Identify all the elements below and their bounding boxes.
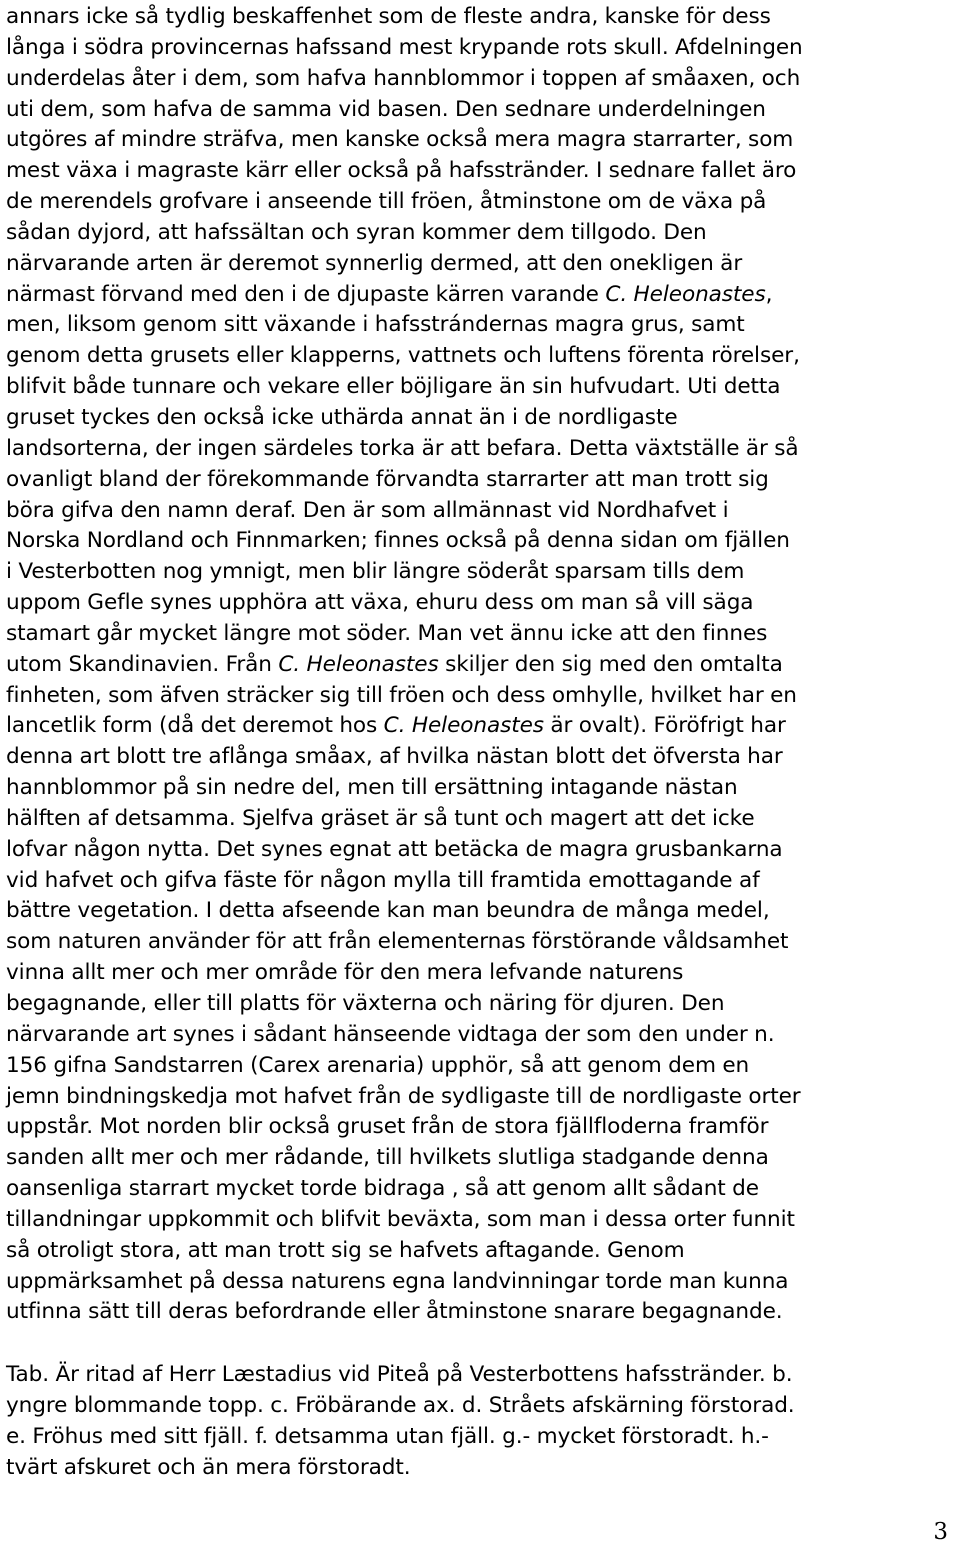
body-text-line: utom Skandinavien. Från C. Heleonastes skiljer den sig med den omtalta (6, 651, 783, 677)
body-text-line: vinna allt mer och mer område för den mera lefvande naturens (6, 960, 684, 986)
body-text-line: jemn bindningskedja mot hafvet från de sydligaste till de nordligaste orter (6, 1083, 801, 1109)
body-text-line: 156 gifna Sandstarren (Carex arenaria) upphör, så att genom dem en (6, 1052, 750, 1078)
document-page (6, 0, 954, 1547)
body-text-line: gruset tyckes den också icke uthärda annat än i de nordligaste (6, 404, 678, 430)
body-text-line: sanden allt mer och mer rådande, till hvilkets slutliga stadgande denna (6, 1145, 769, 1171)
body-text-line: långa i södra provincernas hafssand mest krypande rots skull. Afdelningen (6, 34, 803, 60)
body-text-line: annars icke så tydlig beskaffenhet som de fleste andra, kanske för dess (6, 4, 771, 29)
body-text-line: men, liksom genom sitt växande i hafsstrándernas magra grus, samt (6, 312, 745, 338)
figure-caption (6, 1360, 954, 1483)
body-text-line: bättre vegetation. I detta afseende kan man beundra de många medel, (6, 898, 770, 924)
body-text-line: de merendels grofvare i anseende till fröen, åtminstone om de växa på (6, 189, 767, 215)
body-text-line: denna art blott tre aflånga småax, af hvilka nästan blott det öfversta har (6, 744, 783, 770)
body-text-line: blifvit både tunnare och vekare eller böjligare än sin hufvudart. Uti detta (6, 374, 781, 400)
body-text-line: lancetlik form (då det deremot hos C. Heleonastes är ovalt). Föröfrigt har (6, 713, 786, 739)
body-text-line: mest växa i magraste kärr eller också på hafsstränder. I sednare fallet äro (6, 158, 797, 184)
body-text-line: stamart går mycket längre mot söder. Man vet ännu icke att den finnes (6, 620, 768, 646)
body-text-line: hannblommor på sin nedre del, men till ersättning intagande nästan (6, 775, 738, 801)
body-text-line: vid hafvet och gifva fäste för någon mylla till framtida emottagande af (6, 867, 760, 893)
body-text-line: närvarande art synes i sådant hänseende vidtaga der som den under n. (6, 1021, 775, 1047)
body-text-line: landsorterna, der ingen särdeles torka är att befara. Detta växtställe är så (6, 435, 799, 461)
body-text-line: hälften af detsamma. Sjelfva gräset är så tunt och magert att det icke (6, 805, 755, 831)
body-text-line: uti dem, som hafva de samma vid basen. Den sednare underdelningen (6, 96, 766, 122)
body-text-line: närmast förvand med den i de djupaste kärren varande C. Heleonastes, (6, 281, 773, 307)
body-text-line: genom detta grusets eller klapperns, vattnets och luftens förenta rörelser, (6, 343, 800, 369)
body-text-line: tillandningar uppkommit och blifvit beväxta, som man i dessa orter funnit (6, 1206, 795, 1232)
body-text-line: utgöres af mindre sträfva, men kanske också mera magra starrarter, som (6, 127, 794, 153)
body-text-line: närvarande arten är deremot synnerlig dermed, att den onekligen är (6, 250, 743, 276)
body-text-line: lofvar någon nytta. Det synes egnat att betäcka de magra grusbankarna (6, 836, 783, 862)
body-text-line: så otroligt stora, att man trott sig se hafvets aftagande. Genom (6, 1237, 685, 1263)
body-text-line: böra gifva den namn deraf. Den är som allmännast vid Nordhafvet i (6, 497, 729, 523)
body-text-line: utfinna sätt till deras befordrande eller åtminstone snarare begagnande. (6, 1299, 783, 1325)
page-number: 3 (933, 1519, 948, 1545)
body-paragraph (6, 0, 954, 1328)
body-text-line: uppmärksamhet på dessa naturens egna landvinningar torde man kunna (6, 1268, 789, 1294)
body-text-line: finheten, som äfven sträcker sig till fröen och dess omhylle, hvilket har en (6, 682, 797, 708)
caption-line: e. Fröhus med sitt fjäll. f. detsamma utan fjäll. g.- mycket förstoradt. h.- (6, 1423, 769, 1449)
body-text-line: begagnande, eller till platts för växterna och näring för djuren. Den (6, 991, 725, 1016)
body-text-line: uppstår. Mot norden blir också gruset från de stora fjällfloderna framför (6, 1114, 769, 1140)
body-text-line: som naturen använder för att från elementernas förstörande våldsamhet (6, 929, 789, 955)
caption-line: Tab. Är ritad af Herr Læstadius vid Piteå på Vesterbottens hafsstränder. b. (6, 1362, 793, 1388)
caption-line: yngre blommande topp. c. Fröbärande ax. d. Stråets afskärning förstorad. (6, 1393, 795, 1419)
body-text-line: Norska Nordland och Finnmarken; finnes också på denna sidan om fjällen (6, 528, 790, 554)
body-text-line: ovanligt bland der förekommande förvandta starrarter att man trott sig (6, 466, 769, 492)
caption-line: tvärt afskuret och än mera förstoradt. (6, 1454, 411, 1480)
body-text-line: oansenliga starrart mycket torde bidraga , så att genom allt sådant de (6, 1176, 759, 1202)
body-text-line: i Vesterbotten nog ymnigt, men blir längre söderåt sparsam tills dem (6, 559, 745, 585)
body-text-line: uppom Gefle synes upphöra att växa, ehuru dess om man så vill säga (6, 590, 754, 616)
body-text-line: sådan dyjord, att hafssältan och syran kommer dem tillgodo. Den (6, 219, 707, 245)
body-text-line: underdelas åter i dem, som hafva hannblommor i toppen af småaxen, och (6, 65, 801, 91)
